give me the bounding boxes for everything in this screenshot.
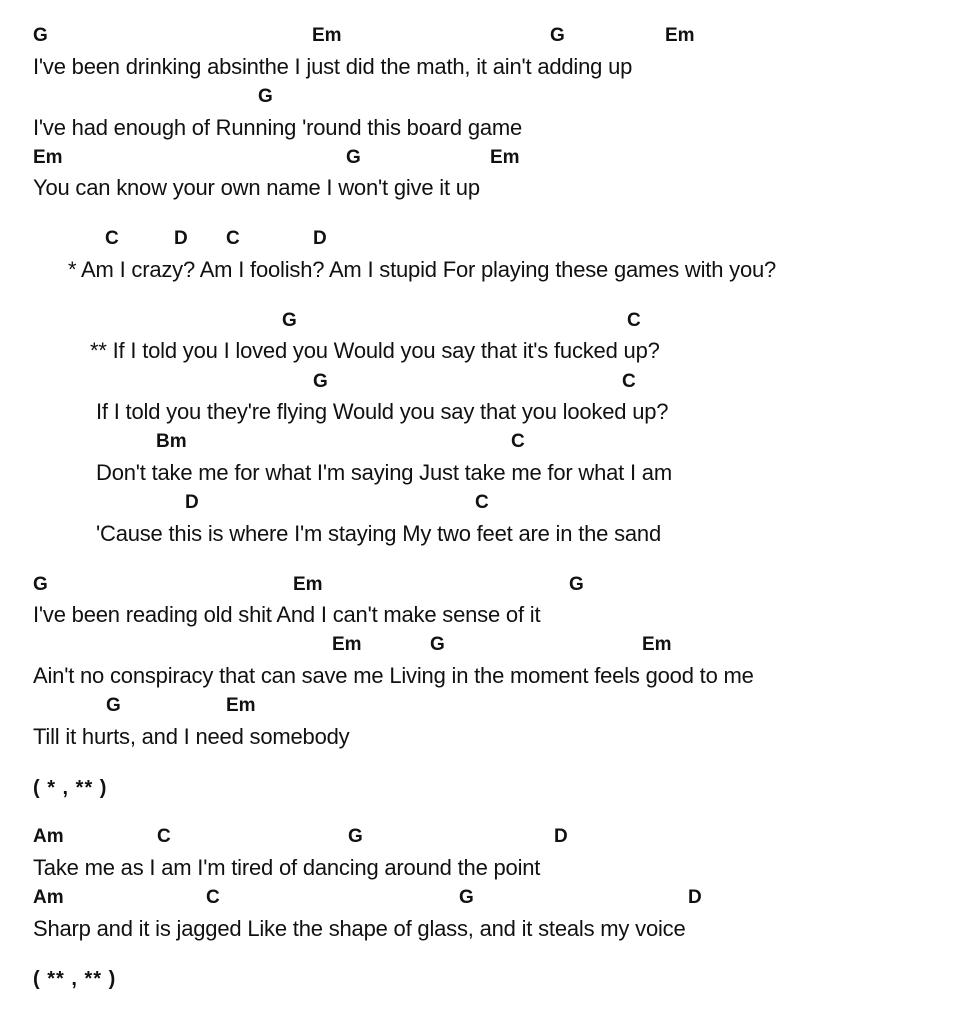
- lyric-line: Till it hurts, and I need somebody: [33, 724, 350, 749]
- prechorus-chords: [0, 228, 963, 254]
- chord: Bm: [156, 431, 187, 452]
- chorus-line3-lyric-row: [0, 460, 963, 486]
- chord: C: [475, 492, 489, 513]
- chorus-line1-lyric-row: [0, 338, 963, 364]
- verse1-line2-lyric-row: [0, 115, 963, 141]
- chord: G: [106, 695, 121, 716]
- repeat-marker: ( * , ** ): [33, 777, 108, 799]
- lyric-line: 'Cause this is where I'm staying My two feet are in the sand: [96, 521, 661, 546]
- chord: D: [313, 228, 327, 249]
- chord: Am: [33, 887, 64, 908]
- lyric-line: Ain't no conspiracy that can save me Living in the moment feels good to me: [33, 663, 754, 688]
- verse2-line2-lyric-row: [0, 663, 963, 689]
- lyric-line: Take me as I am I'm tired of dancing around the point: [33, 855, 541, 880]
- chord: G: [258, 86, 273, 107]
- chord: Em: [642, 634, 672, 655]
- chord: C: [206, 887, 220, 908]
- chorus-line4-chords: [0, 492, 963, 518]
- chorus-line3-chords: [0, 431, 963, 457]
- repeat-marker-1-row: [0, 776, 963, 802]
- chorus-line2-lyric-row: [0, 399, 963, 425]
- prechorus-lyric-row: [0, 257, 963, 283]
- chord: C: [157, 826, 171, 847]
- chord: C: [627, 310, 641, 331]
- chord: G: [348, 826, 363, 847]
- chord: Em: [33, 147, 63, 168]
- lyric-line: ** If I told you I loved you Would you say that it's fucked up?: [90, 338, 660, 363]
- verse2-line3-chords: [0, 695, 963, 721]
- verse1-line1-chords: [0, 25, 963, 51]
- chord: Em: [665, 25, 695, 46]
- lyric-line: I've had enough of Running 'round this board game: [33, 115, 523, 140]
- chord: D: [185, 492, 199, 513]
- chord: G: [33, 25, 48, 46]
- bridge-line2-chords: [0, 887, 963, 913]
- chord: C: [622, 371, 636, 392]
- verse2-line2-chords: [0, 634, 963, 660]
- chord: Em: [312, 25, 342, 46]
- lyric-line: I've been reading old shit And I can't make sense of it: [33, 602, 541, 627]
- chorus-line2-chords: [0, 371, 963, 397]
- chord: Em: [332, 634, 362, 655]
- chord: D: [554, 826, 568, 847]
- bridge-line1-chords: [0, 826, 963, 852]
- chord: G: [282, 310, 297, 331]
- chord: Em: [226, 695, 256, 716]
- lyric-line: You can know your own name I won't give it up: [33, 175, 480, 200]
- bridge-line1-lyric-row: [0, 855, 963, 881]
- chord: D: [688, 887, 702, 908]
- lyric-line: If I told you they're flying Would you say that you looked up?: [96, 399, 669, 424]
- chorus-line1-chords: [0, 310, 963, 336]
- chord: D: [174, 228, 188, 249]
- verse1-line2-chords: [0, 86, 963, 112]
- chord: G: [569, 574, 584, 595]
- verse1-line3-chords: [0, 147, 963, 173]
- chord: G: [33, 574, 48, 595]
- chord: G: [430, 634, 445, 655]
- verse1-line3-lyric-row: [0, 175, 963, 201]
- bridge-line2-lyric-row: [0, 916, 963, 942]
- chord: C: [226, 228, 240, 249]
- repeat-marker: ( ** , ** ): [33, 968, 117, 990]
- verse2-line3-lyric-row: [0, 724, 963, 750]
- repeat-marker-2-row: [0, 967, 963, 993]
- lyric-line: Sharp and it is jagged Like the shape of glass, and it steals my voice: [33, 916, 686, 941]
- chord: G: [346, 147, 361, 168]
- lyric-line: * Am I crazy? Am I foolish? Am I stupid For playing these games with you?: [68, 257, 777, 282]
- chord: Em: [293, 574, 323, 595]
- chord: C: [105, 228, 119, 249]
- chord: G: [459, 887, 474, 908]
- verse2-line1-chords: [0, 574, 963, 600]
- chord: Em: [490, 147, 520, 168]
- chord: Am: [33, 826, 64, 847]
- lyric-line: Don't take me for what I'm saying Just take me for what I am: [96, 460, 672, 485]
- chorus-line4-lyric-row: [0, 521, 963, 547]
- chord: C: [511, 431, 525, 452]
- chord: G: [550, 25, 565, 46]
- verse2-line1-lyric-row: [0, 602, 963, 628]
- lyric-line: I've been drinking absinthe I just did the math, it ain't adding up: [33, 54, 633, 79]
- chord: G: [313, 371, 328, 392]
- verse1-line1-lyric-row: [0, 54, 963, 80]
